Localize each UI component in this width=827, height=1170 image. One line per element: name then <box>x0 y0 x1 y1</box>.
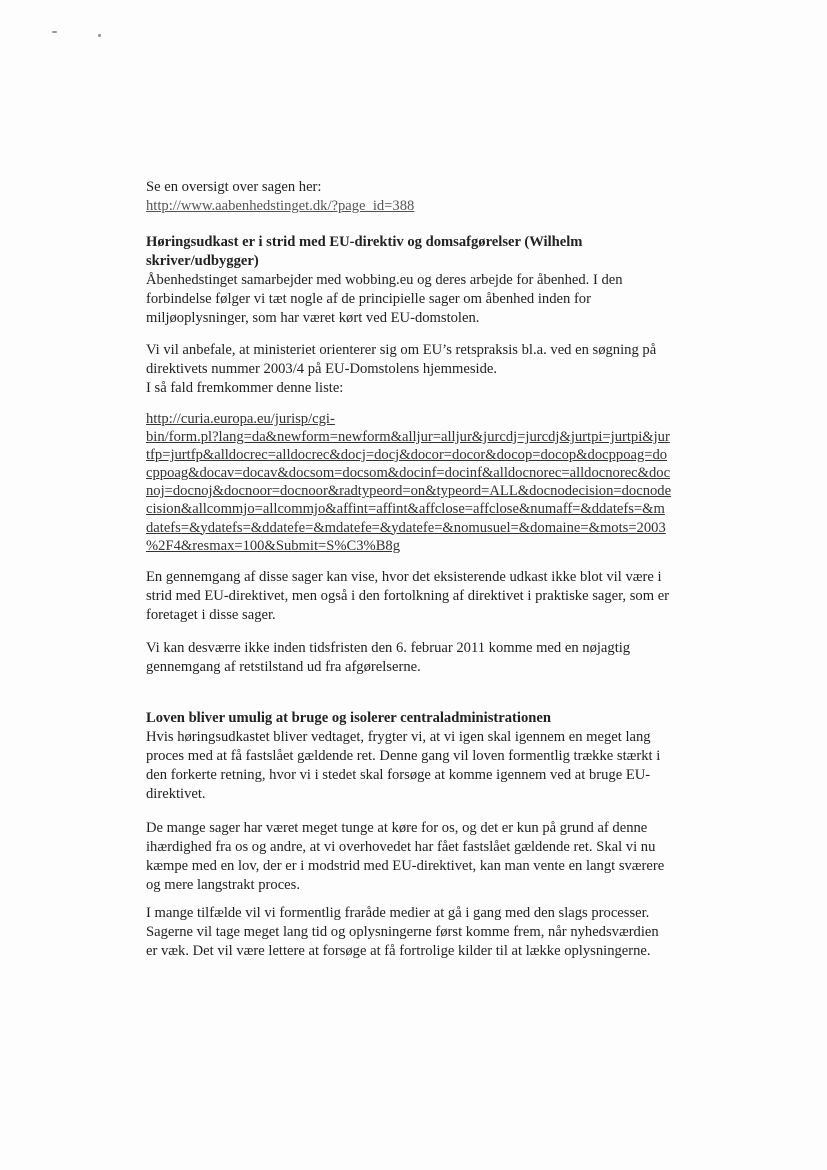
url-line[interactable]: bin/form.pl?lang=da&newform=newform&alljur=alljur&jurcdj=jurcdj&jurtpi=jurtpi&jur <box>146 429 670 446</box>
section2-paragraph-1 <box>146 728 746 804</box>
section2-paragraph-3 <box>146 904 746 961</box>
url-line[interactable]: http://curia.europa.eu/jurisp/cgi- <box>146 411 335 427</box>
text-line: En gennemgang af disse sager kan vise, hvor det eksisterende udkast ikke blot vil være i <box>146 569 662 585</box>
url-line[interactable]: cppoag&docav=docav&docsom=docsom&docinf=docinf&alldocnorec=alldocnorec&doc <box>146 465 671 482</box>
text-line: miljøoplysninger, som har været kørt ved EU-domstolen. <box>146 310 480 326</box>
text-line: forbindelse følger vi tæt nogle af de principielle sager om åbenhed inden for <box>146 291 591 307</box>
section2-paragraph-2 <box>146 819 746 895</box>
section1-paragraph-1 <box>146 271 746 328</box>
overview-link[interactable]: http://www.aabenhedstinget.dk/?page_id=388 <box>146 198 415 214</box>
text-line: direktivets nummer 2003/4 på EU-Domstolens hjemmeside. <box>146 361 497 377</box>
section2-heading <box>146 709 746 728</box>
url-line[interactable]: noj=docnoj&docnoor=docnoor&radtypeord=on&typeord=ALL&docnodecision=docnode <box>146 483 672 500</box>
text-line: Vi kan desværre ikke inden tidsfristen den 6. februar 2011 komme med en nøjagtig <box>146 640 631 656</box>
curia-search-link[interactable] <box>146 410 746 555</box>
url-line[interactable]: tfp=jurtfp&alldocrec=alldocrec&docj=docj&docor=docor&docop=docop&docppoag=do <box>146 447 668 464</box>
section1-paragraph-3 <box>146 568 746 625</box>
text-line: og mere langstrakt proces. <box>146 877 300 893</box>
section1-paragraph-4 <box>146 639 746 677</box>
scan-speck <box>98 34 101 37</box>
intro-text: Se en oversigt over sagen her: <box>146 179 322 195</box>
text-line: gennemgang af retstilstand ud fra afgørelserne. <box>146 659 421 675</box>
text-line: I mange tilfælde vil vi formentlig fraråde medier at gå i gang med den slags processer. <box>146 905 650 921</box>
text-line: er væk. Det vil være lettere at forsøge at få fortrolige kilder til at lække oplysningerne. <box>146 943 651 959</box>
text-line: strid med EU-direktivet, men også i den fortolkning af direktivet i praktiske sager, som er <box>146 588 670 604</box>
heading-line: Høringsudkast er i strid med EU-direktiv og domsafgørelser (Wilhelm <box>146 234 583 250</box>
text-line: foretaget i disse sager. <box>146 607 276 623</box>
text-line: Vi vil anbefale, at ministeriet orienterer sig om EU’s retspraksis bl.a. ved en søgning på <box>146 342 657 358</box>
text-line: direktivet. <box>146 786 206 802</box>
intro <box>146 178 746 216</box>
section1-paragraph-2 <box>146 341 746 398</box>
text-line: kæmpe med en lov, der er i modstrid med EU-direktivet, kan man vente en langt sværere <box>146 858 665 874</box>
text-line: proces med at få fastslået gældende ret. Denne gang vil loven formentlig trække stærkt i <box>146 748 661 764</box>
url-line[interactable]: datefs=&ydatefs=&ddatefe=&mdatefe=&ydatefe=&nomusuel=&domaine=&mots=2003 <box>146 519 666 536</box>
scan-speck <box>52 31 57 33</box>
heading-line: Loven bliver umulig at bruge og isolerer centraladministrationen <box>146 710 551 726</box>
text-line: De mange sager har været meget tunge at køre for os, og det er kun på grund af denne <box>146 820 648 836</box>
text-line: Hvis høringsudkastet bliver vedtaget, frygter vi, at vi igen skal igennem en meget lang <box>146 729 651 745</box>
heading-line: skriver/udbygger) <box>146 253 259 269</box>
text-line: Åbenhedstinget samarbejder med wobbing.eu og deres arbejde for åbenhed. I den <box>146 272 623 288</box>
url-line[interactable]: cision&allcommjo=allcommjo&affint=affint&affclose=affclose&numaff=&ddatefs=&m <box>146 501 665 518</box>
text-line: I så fald fremkommer denne liste: <box>146 380 344 396</box>
text-line: Sagerne vil tage meget lang tid og oplysningerne først komme frem, når nyhedsværdien <box>146 924 659 940</box>
section1-heading <box>146 233 746 271</box>
text-line: den forkerte retning, hvor vi i stedet skal forsøge at komme igennem ved at bruge EU- <box>146 767 651 783</box>
text-line: ihærdighed fra os og andre, at vi overhovedet har fået fastslået gældende ret. Skal vi nu <box>146 839 656 855</box>
url-line[interactable]: %2F4&resmax=100&Submit=S%C3%B8g <box>146 537 401 554</box>
